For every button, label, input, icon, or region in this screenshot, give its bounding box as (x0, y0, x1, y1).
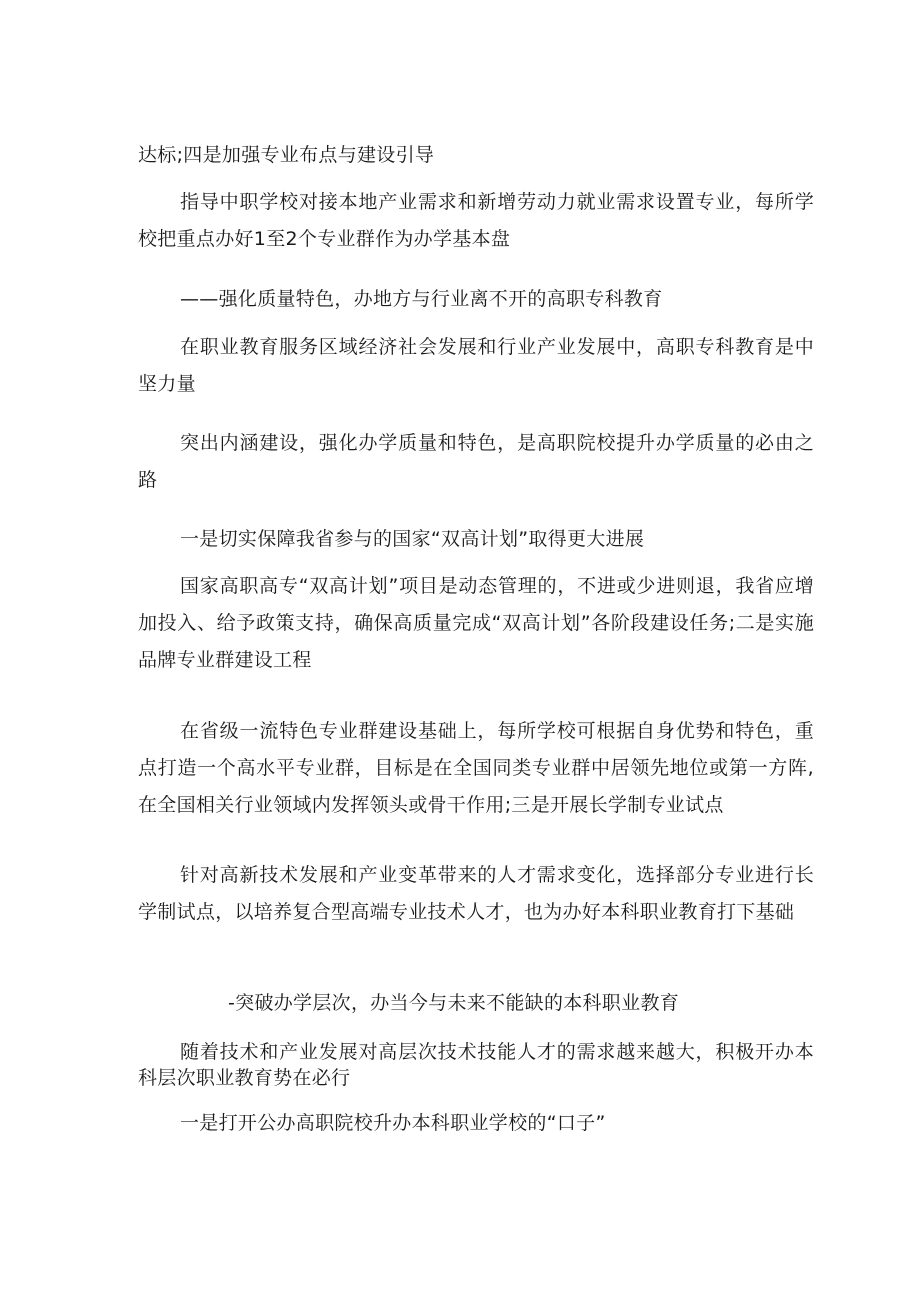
paragraph: 一是切实保障我省参与的国家“双高计划”取得更大进展 (180, 528, 645, 550)
paragraph: 一是打开公办高职院校升办本科职业学校的“口子” (180, 1112, 606, 1134)
paragraph: 突出内涵建设，强化办学质量和特色，是高职院校提升办学质量的必由之路 (138, 432, 814, 491)
paragraph: 达标;四是加强专业布点与建设引导 (138, 144, 435, 166)
paragraph: 指导中职学校对接本地产业需求和新增劳动力就业需求设置专业，每所学校把重点办好1至2个专业群作为办学基本盘 (138, 191, 814, 250)
paragraph: 在职业教育服务区域经济社会发展和行业产业发展中，高职专科教育是中坚力量 (138, 336, 814, 395)
paragraph: 国家高职高专“双高计划”项目是动态管理的，不进或少进则退，我省应增加投入、给予政策支持，确保高质量完成“双高计划”各阶段建设任务;二是实施品牌专业群建设工程 (138, 575, 814, 671)
paragraph: 针对高新技术发展和产业变革带来的人才需求变化，选择部分专业进行长学制试点，以培养复合型高端专业技术人才，也为办好本科职业教育打下基础 (138, 864, 814, 923)
section-heading: ——强化质量特色，办地方与行业离不开的高职专科教育 (180, 288, 663, 310)
paragraph: 在省级一流特色专业群建设基础上，每所学校可根据自身优势和特色，重点打造一个高水平专业群，目标是在全国同类专业群中居领先地位或第一方阵,在全国相关行业领域内发挥领头或骨干作用;三是开展长学制专业试点 (138, 720, 814, 816)
section-heading: -突破办学层次，办当今与未来不能缺的本科职业教育 (228, 992, 680, 1014)
paragraph: 随着技术和产业发展对高层次技术技能人才的需求越来越大，积极开办本科层次职业教育势在必行 (138, 1041, 814, 1089)
